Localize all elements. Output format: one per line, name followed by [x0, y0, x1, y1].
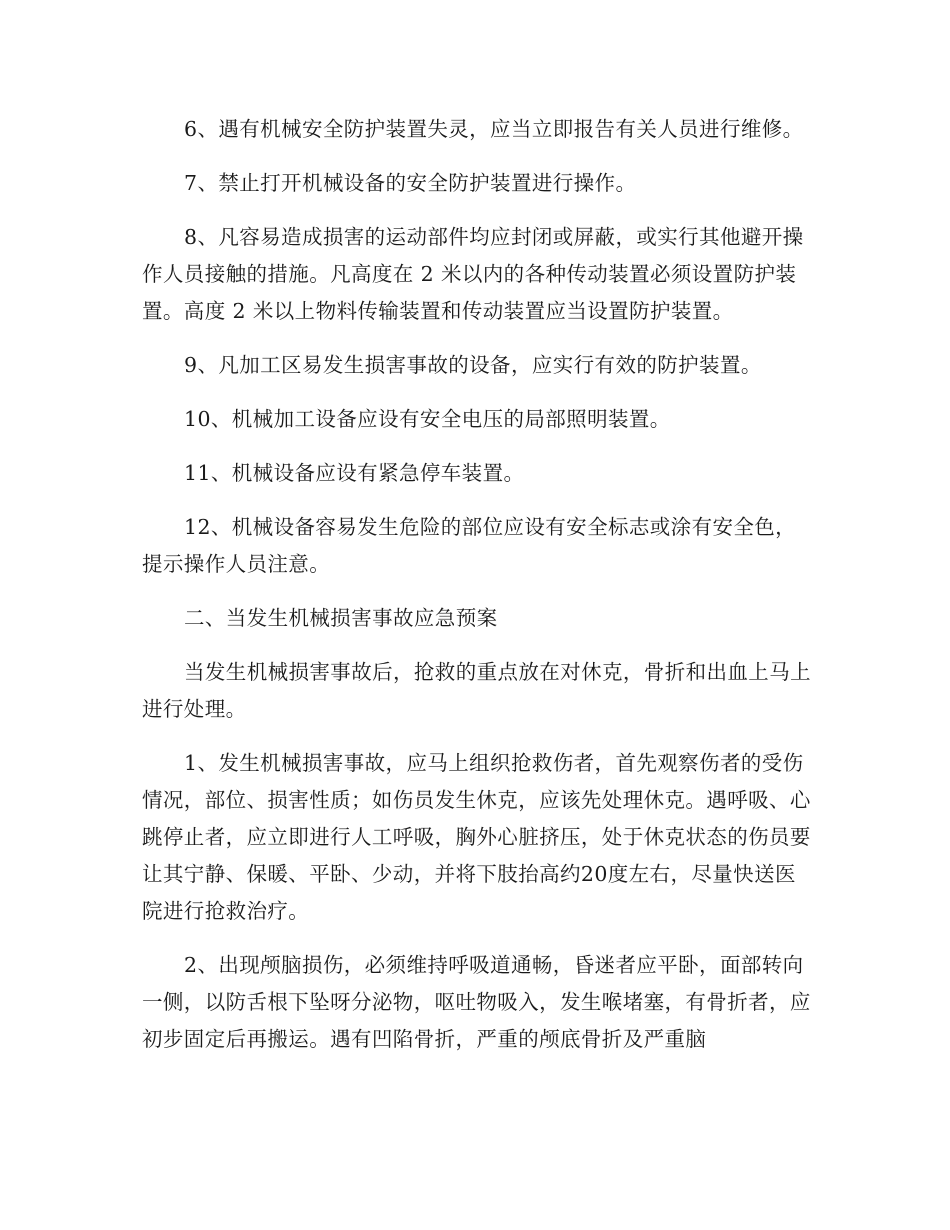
paragraph-item-9: 9、凡加工区易发生损害事故的设备，应实行有效的防护装置。: [184, 353, 762, 377]
paragraph-step-2: 2、出现颅脑损伤，必须维持呼吸道通畅，昏迷者应平卧，面部转向一侧，以防舌根下坠呀分泌物，呕吐物吸入，发生喉堵塞，有骨折者，应初步固定后再搬运。遇有凹陷骨折，严重的颅底骨折及严重脑: [142, 953, 811, 1051]
paragraph-item-11: 11、机械设备应设有紧急停车装置。: [184, 461, 525, 485]
paragraph-item-7: 7、禁止打开机械设备的安全防护装置进行操作。: [184, 171, 637, 195]
paragraph-item-10: 10、机械加工设备应设有安全电压的局部照明装置。: [184, 407, 671, 431]
paragraph-item-12: 12、机械设备容易发生危险的部位应设有安全标志或涂有安全色，提示操作人员注意。: [142, 515, 797, 576]
section-heading-emergency-plan: 二、当发生机械损害事故应急预案: [184, 606, 498, 630]
paragraph-step-1: 1、发生机械损害事故，应马上组织抢救伤者，首先观察伤者的受伤情况，部位、损害性质；如伤员发生休克，应该先处理休克。遇呼吸、心跳停止者，应立即进行人工呼吸，胸外心脏挤压，处于休克状态的伤员要让其宁静、保暖、平卧、少动，并将下肢抬高约20度左右，尽量快送医院进行抢救治疗。: [142, 751, 811, 923]
document-body: [142, 111, 812, 1058]
paragraph-item-8: 8、凡容易造成损害的运动部件均应封闭或屏蔽，或实行其他避开操作人员接触的措施。凡高度在 2 米以内的各种传动装置必须设置防护装置。高度 2 米以上物料传输装置和传动装置应当设置防护装置。: [142, 225, 804, 323]
paragraph-item-6: 6、遇有机械安全防护装置失灵，应当立即报告有关人员进行维修。: [184, 117, 804, 141]
paragraph-intro: 当发生机械损害事故后，抢救的重点放在对休克，骨折和出血上马上进行处理。: [142, 660, 811, 721]
